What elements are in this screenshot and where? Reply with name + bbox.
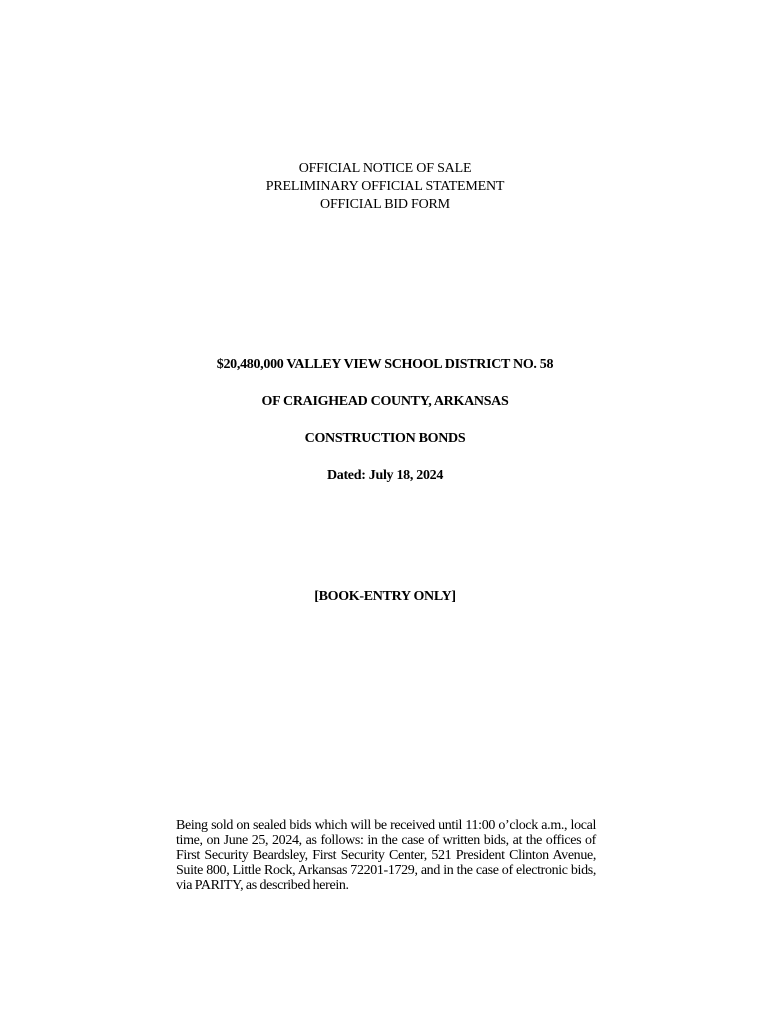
document-contents-header [0,160,770,214]
bond-county-title: OF CRAIGHEAD COUNTY, ARKANSAS [261,394,509,409]
sale-description-paragraph: Being sold on sealed bids which will be received until 11:00 o’clock a.m., local time, on June 25, 2024, as follows: in the case of written bids, at the offices of First Security Beardsley, First Security Center, 521 President Clinton Avenue, Suite 800, Little Rock, Arkansas 72201-1729, and in the case of electronic bids, via PARITY, as described herein. [176,818,596,893]
header-line-preliminary-statement: PRELIMINARY OFFICIAL STATEMENT [265,179,505,194]
bond-dated-line: Dated: July 18, 2024 [326,468,444,483]
bond-type-title: CONSTRUCTION BONDS [304,431,466,446]
bond-title-block [0,356,770,504]
bond-amount-title: $20,480,000 VALLEY VIEW SCHOOL DISTRICT NO. 58 [216,357,554,372]
header-line-notice-of-sale: OFFICIAL NOTICE OF SALE [298,161,472,176]
book-entry-notice: [BOOK-ENTRY ONLY] [314,589,456,604]
header-line-bid-form: OFFICIAL BID FORM [320,197,450,212]
